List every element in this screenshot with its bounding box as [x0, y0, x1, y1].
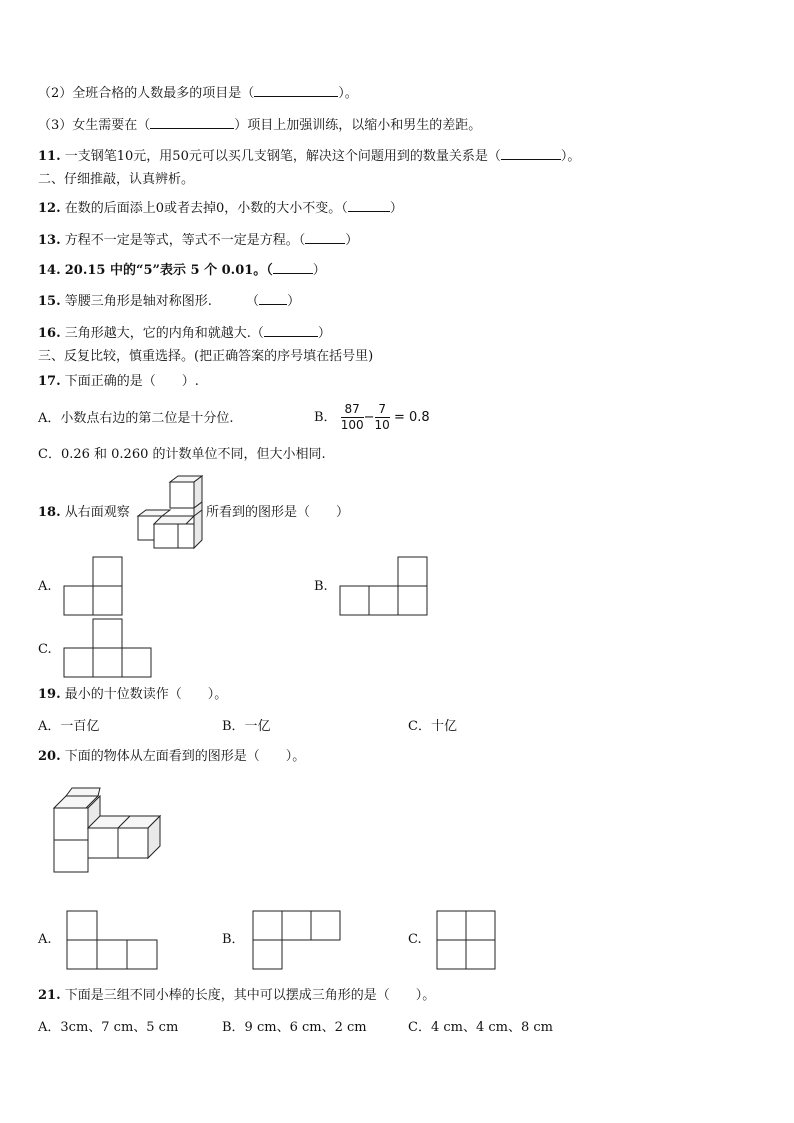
question-20 [38, 748, 305, 766]
question-number: 19. [38, 687, 61, 702]
q20-option-a-figure[interactable] [66, 910, 160, 972]
question-suffix: ）。 [560, 149, 581, 164]
question-text: 三角形越大，它的内角和就越大.（ [64, 326, 264, 341]
q21-option-a[interactable]: A．3cm、7 cm、5 cm [38, 1020, 179, 1035]
question-11 [38, 145, 580, 166]
fraction-2: $\frac{7}{10}$ [374, 402, 390, 432]
question-suffix: ） [312, 263, 326, 278]
q20-option-b-label[interactable]: B． [222, 932, 245, 947]
question-18 [38, 504, 130, 522]
question-number: 21. [38, 988, 61, 1003]
question-number: 14. [38, 263, 61, 278]
answer-blank[interactable] [259, 290, 287, 305]
question-text: 一支钢笔10元，用50元可以买几支钢笔，解决这个问题用到的数量关系是（ [64, 149, 501, 164]
option-label: B． [314, 410, 337, 425]
q18-option-a-label[interactable]: A. [38, 579, 52, 594]
question-19 [38, 686, 227, 704]
question-15 [38, 290, 300, 311]
q18-option-c-figure[interactable] [63, 618, 155, 680]
q19-option-c[interactable]: C．十亿 [408, 719, 457, 734]
question-number: 17. [38, 374, 61, 389]
question-number: 20. [38, 749, 61, 764]
q10-sub3-blank[interactable] [150, 114, 234, 129]
question-text: 等腰三角形是轴对称图形. [64, 294, 212, 309]
answer-blank[interactable] [305, 229, 345, 244]
question-14 [38, 259, 326, 280]
section-3-heading: 三、反复比较，慎重选择。(把正确答案的序号填在括号里) [38, 349, 374, 364]
question-number: 12. [38, 201, 61, 216]
question-suffix: ） [389, 201, 403, 216]
answer-blank[interactable] [273, 259, 313, 274]
q10-sub2-blank[interactable] [254, 82, 338, 97]
q20-option-c-figure[interactable] [436, 910, 498, 972]
q17-option-a[interactable]: A．小数点右边的第二位是十分位. [38, 411, 234, 426]
question-suffix: ） [317, 326, 331, 341]
q18-cube-figure [136, 474, 206, 552]
question-text: 20.15 中的“5”表示 5 个 0.01。（ [64, 263, 273, 278]
fraction-1: $\frac{87}{100}$ [340, 402, 364, 432]
question-21 [38, 987, 435, 1005]
question-16 [38, 322, 331, 343]
q18-option-c-label[interactable]: C. [38, 642, 52, 657]
question-text: 方程不一定是等式，等式不一定是方程。（ [64, 233, 306, 248]
question-text: 最小的十位数读作（ ）。 [64, 687, 228, 702]
question-suffix: ） [345, 233, 359, 248]
q10-sub2-prefix: （2）全班合格的人数最多的项目是（ [38, 86, 255, 101]
question-number: 13. [38, 233, 61, 248]
q17-option-c[interactable]: C．0.26 和 0.260 的计数单位不同，但大小相同. [38, 447, 326, 462]
q20-cube-figure [52, 784, 164, 876]
q19-option-a[interactable]: A．一百亿 [38, 719, 100, 734]
q20-option-b-figure[interactable] [252, 910, 344, 972]
minus-sign: − [363, 410, 375, 425]
question-number: 18. [38, 505, 61, 520]
question-suffix: ） [287, 294, 301, 309]
question-text-after: 所看到的图形是（ ） [206, 505, 350, 520]
question-text: 下面的物体从左面看到的图形是（ ）。 [64, 749, 306, 764]
question-text: 下面正确的是（ ）. [64, 374, 199, 389]
q10-sub3-prefix: （3）女生需要在（ [38, 118, 151, 133]
answer-blank[interactable] [348, 197, 390, 212]
q10-sub2-suffix: ）。 [338, 86, 358, 101]
question-number: 16. [38, 326, 61, 341]
q20-option-a-label[interactable]: A. [38, 932, 52, 947]
question-12 [38, 197, 403, 218]
q21-option-c[interactable]: C．4 cm、4 cm、8 cm [408, 1020, 553, 1035]
question-17 [38, 373, 199, 391]
section-2-heading: 二、仔细推敲，认真辨析。 [38, 172, 195, 187]
question-number: 15. [38, 294, 61, 309]
q18-option-b-label[interactable]: B. [314, 579, 328, 594]
question-text-before: 从右面观察 [64, 505, 130, 520]
question-open: （ [246, 294, 260, 309]
q10-sub3-suffix: ）项目上加强训练，以缩小和男生的差距。 [234, 118, 482, 133]
question-13 [38, 229, 358, 250]
question-text: 下面是三组不同小棒的长度，其中可以摆成三角形的是（ ）。 [64, 988, 436, 1003]
q21-option-b[interactable]: B．9 cm、6 cm、2 cm [222, 1020, 367, 1035]
answer-blank[interactable] [264, 322, 318, 337]
equation-result: = 0.8 [393, 410, 430, 425]
q18-option-b-figure[interactable] [339, 556, 431, 618]
question-number: 11. [38, 149, 61, 164]
q19-option-b[interactable]: B．一亿 [222, 719, 271, 734]
q20-option-c-label[interactable]: C. [408, 932, 422, 947]
q10-sub2 [38, 82, 358, 103]
question-text: 在数的后面添上0或者去掉0，小数的大小不变。（ [64, 201, 348, 216]
answer-blank[interactable] [501, 145, 561, 160]
q17-option-b[interactable] [314, 400, 430, 436]
q10-sub3 [38, 114, 481, 135]
q18-option-a-figure[interactable] [63, 556, 125, 618]
